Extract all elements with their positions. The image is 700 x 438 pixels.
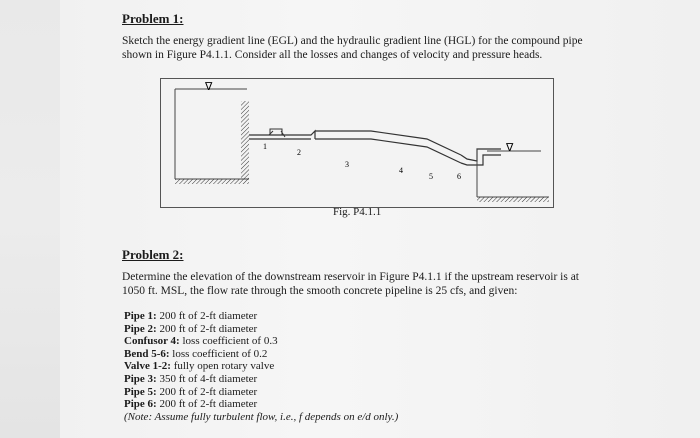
downstream-ground-hatch [477,197,549,202]
note-text: (Note: Assume fully turbulent flow, i.e., f depends on e/d only.) [124,410,399,423]
label-2: 2 [297,148,301,157]
label-6: 6 [457,172,461,181]
label-5: 5 [429,172,433,181]
upstream-wall-hatch [241,101,249,179]
problem2-text-line2: 1050 ft. MSL, the flow rate through the smooth concrete pipeline is 25 cfs, and given: [122,285,518,297]
problem1-heading: Problem 1: [122,11,184,26]
downstream-water-symbol: ∇ [506,141,514,154]
problem1-text-line2: shown in Figure P4.1.1. Consider all the losses and changes of velocity and pressure heads. [122,49,543,61]
pipe-3-bottom [315,139,461,163]
label-1: 1 [263,142,267,151]
given-item: Pipe 2: 200 ft of 2-ft diameter [124,322,258,335]
given-item: Pipe 5: 200 ft of 2-ft diameter [124,385,258,398]
pipe-3-top [315,131,461,155]
given-item: Pipe 3: 350 ft of 4-ft diameter [124,372,258,385]
upstream-ground-hatch [175,179,249,184]
pipe-system-diagram [161,79,553,207]
pipe-5-6-bottom [461,155,501,165]
given-item: Pipe 6: 200 ft of 2-ft diameter [124,398,258,411]
figure-p4-1-1 [160,78,554,208]
problem1-text-line1: Sketch the energy gradient line (EGL) and the hydraulic gradient line (HGL) for the compound pipe [122,35,583,47]
given-item: Valve 1-2: fully open rotary valve [124,360,275,373]
upstream-water-symbol: ∇ [205,80,213,93]
label-4: 4 [399,166,403,175]
label-3: 3 [345,160,349,169]
given-item: Bend 5-6: loss coefficient of 0.2 [124,347,268,360]
valve-icon [269,131,285,137]
figure-caption: Fig. P4.1.1 [333,206,382,218]
given-item: Pipe 1: 200 ft of 2-ft diameter [124,310,258,322]
problem2-heading: Problem 2: [122,247,184,262]
problem2-text-line1: Determine the elevation of the downstream reservoir in Figure P4.1.1 if the upstream reservoir is at [122,271,579,283]
given-item: Confusor 4: loss coefficient of 0.3 [124,335,278,348]
given-list [124,310,398,423]
